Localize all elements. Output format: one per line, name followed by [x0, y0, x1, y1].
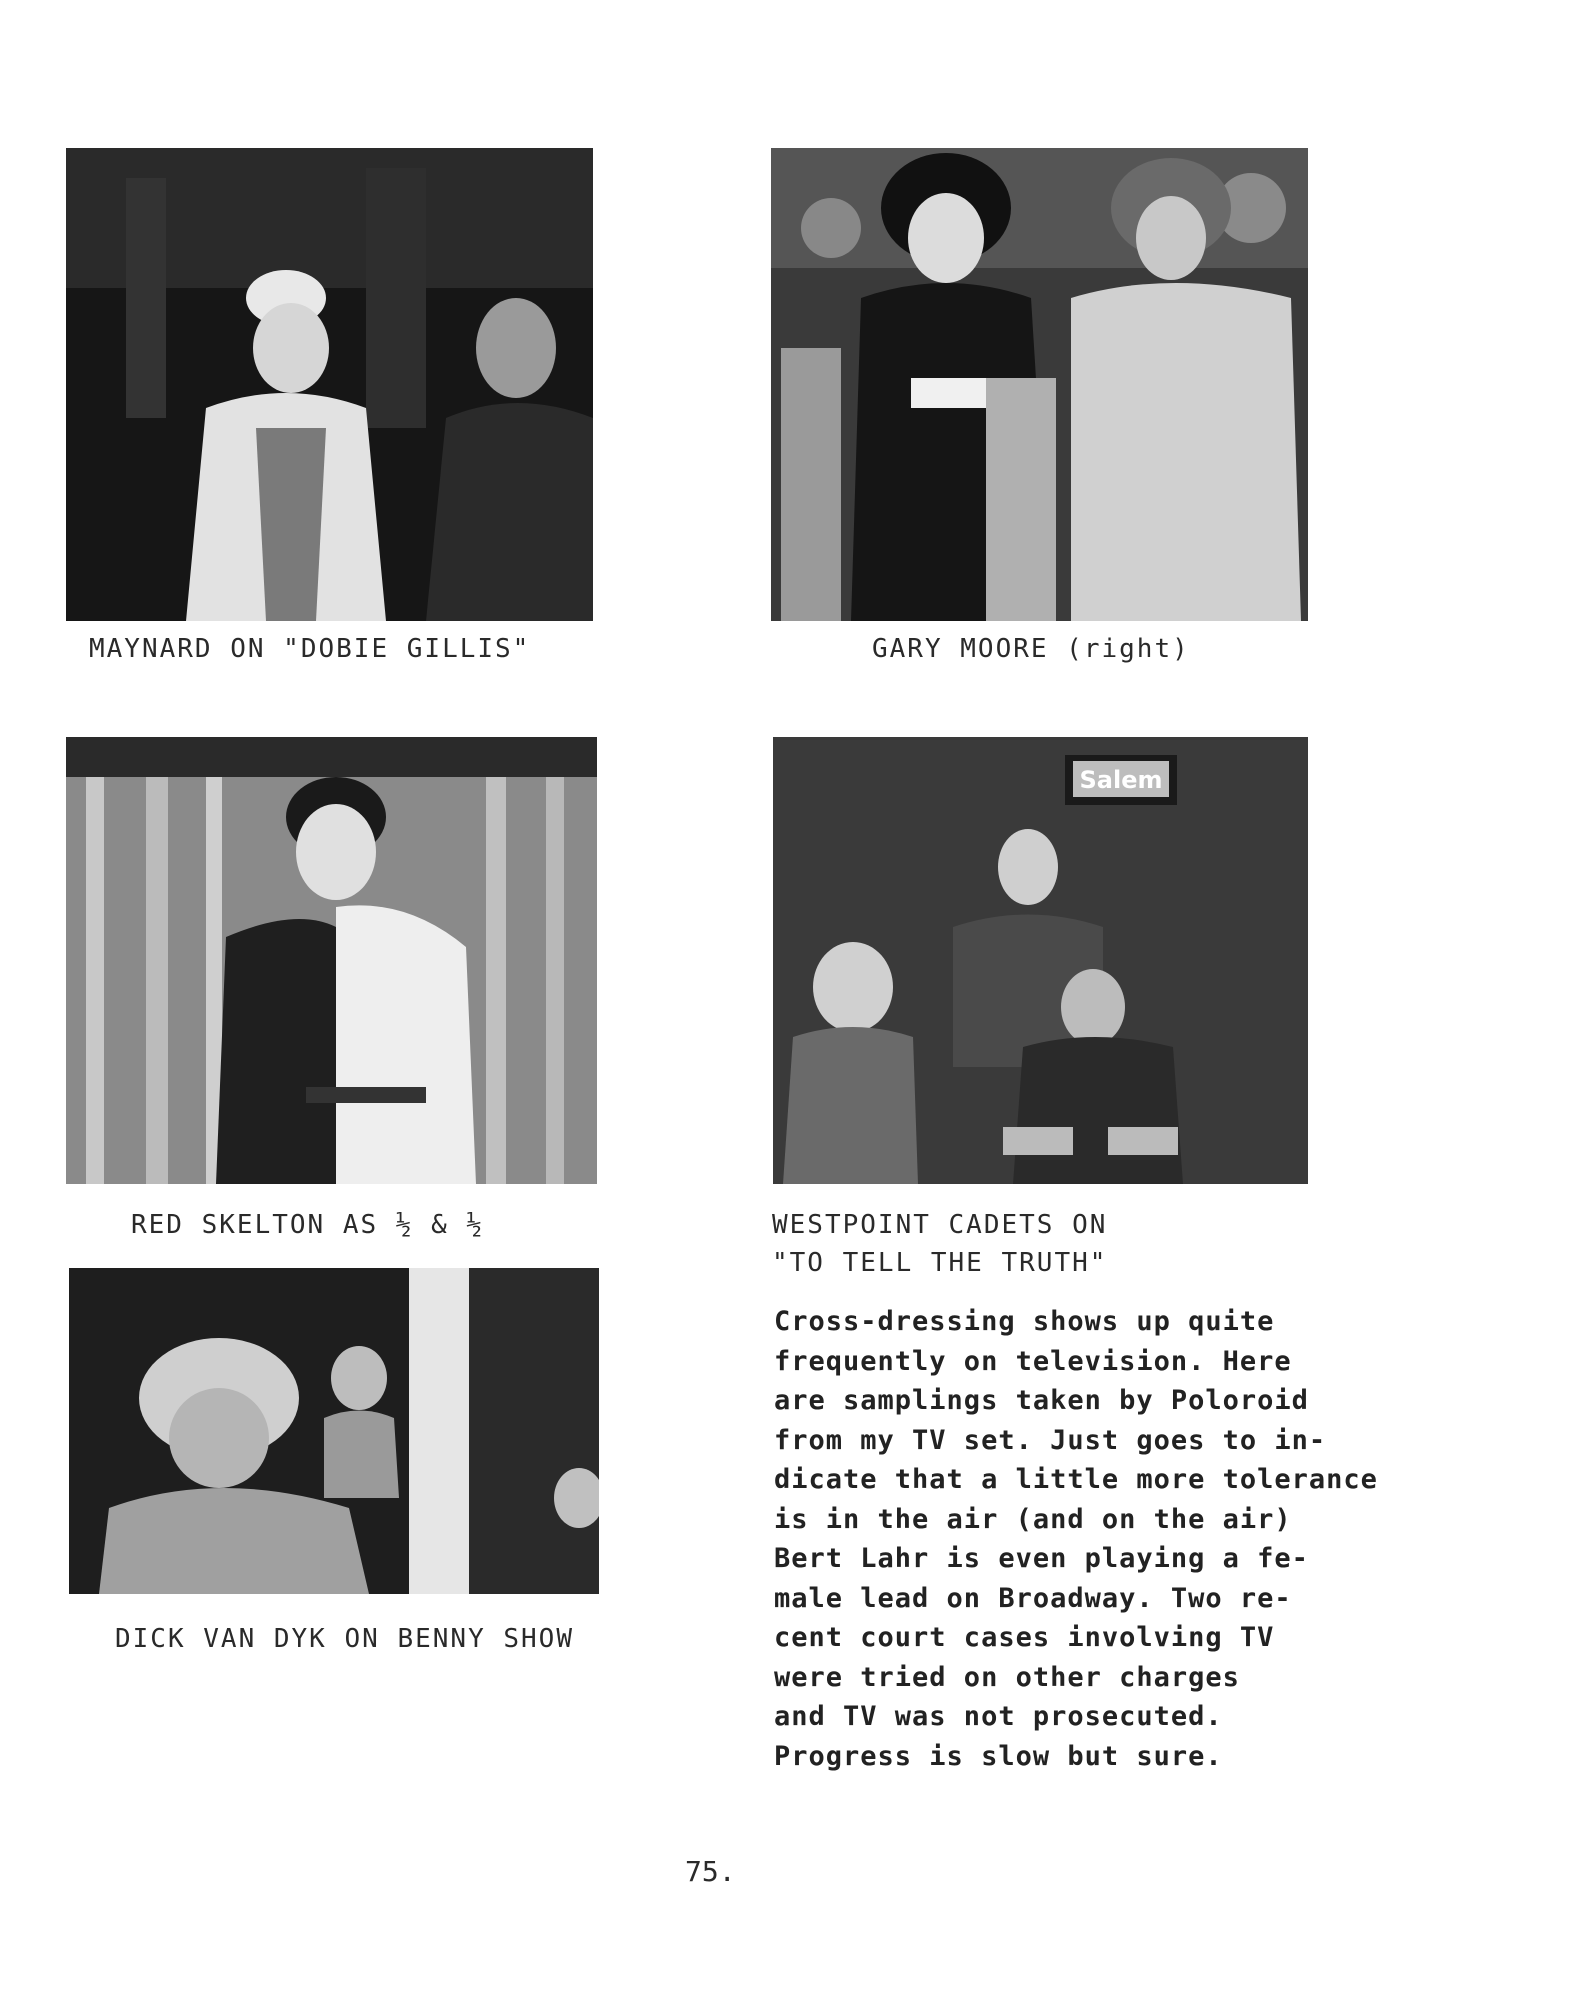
- body-line: dicate that a little more tolerance: [774, 1464, 1378, 1495]
- photo-gary-moore: [771, 148, 1308, 621]
- photo-maynard-dobie-gillis: [66, 148, 593, 621]
- caption-red-skelton: RED SKELTON AS ½ & ½: [131, 1210, 485, 1240]
- body-line: are samplings taken by Poloroid: [774, 1385, 1309, 1416]
- caption-gary-moore: GARY MOORE (right): [872, 634, 1190, 664]
- body-line: from my TV set. Just goes to in-: [774, 1424, 1327, 1456]
- body-line: and TV was not prosecuted.: [774, 1701, 1223, 1732]
- body-line: Progress is slow but sure.: [774, 1740, 1223, 1772]
- body-line: Cross-dressing shows up quite: [774, 1306, 1275, 1337]
- body-line: Bert Lahr is even playing a fe-: [774, 1543, 1309, 1574]
- page-number: 75.: [685, 1855, 736, 1888]
- caption-maynard: MAYNARD ON "DOBIE GILLIS": [89, 634, 531, 664]
- body-line: were tried on other charges: [774, 1661, 1240, 1693]
- body-line: frequently on television. Here: [774, 1345, 1292, 1377]
- body-paragraph: [774, 1302, 1378, 1776]
- body-line: is in the air (and on the air): [774, 1503, 1292, 1535]
- caption-dick-van-dyk: DICK VAN DYK ON BENNY SHOW: [115, 1624, 574, 1654]
- body-line: cent court cases involving TV: [774, 1622, 1275, 1653]
- photo-westpoint-cadets: [773, 737, 1308, 1184]
- caption-westpoint-line2: "TO TELL THE TRUTH": [772, 1248, 1108, 1278]
- photo-red-skelton: [66, 737, 597, 1184]
- body-line: male lead on Broadway. Two re-: [774, 1582, 1292, 1614]
- caption-westpoint-line1: WESTPOINT CADETS ON: [772, 1210, 1108, 1240]
- photo-dick-van-dyk: [69, 1268, 599, 1594]
- salem-sign: Salem: [1079, 766, 1163, 794]
